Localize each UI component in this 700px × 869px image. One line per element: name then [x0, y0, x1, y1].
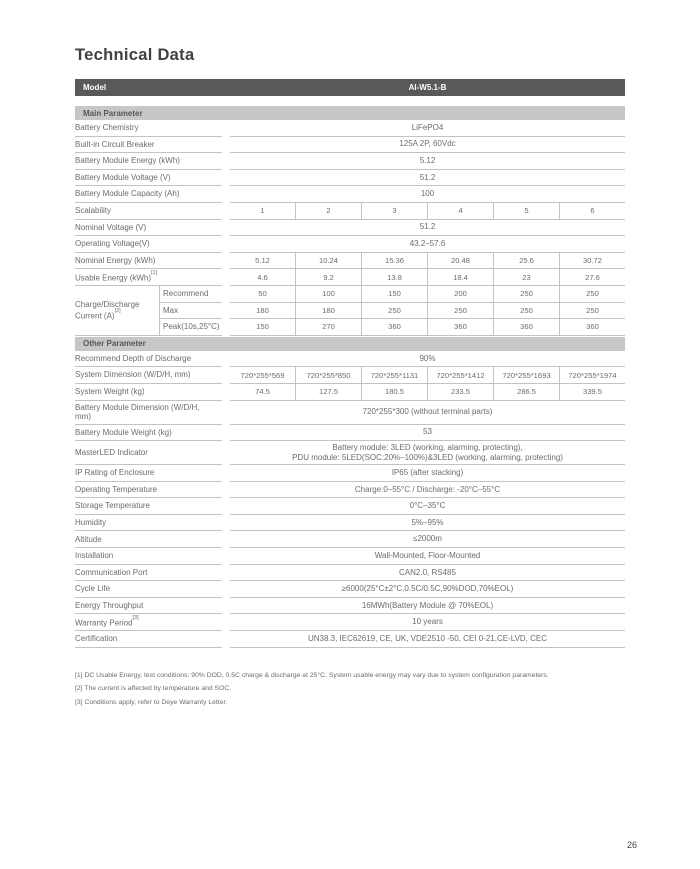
row-label-text: Battery Module Dimension (W/D/H, mm)	[75, 402, 200, 421]
value-cell: 25.6	[493, 253, 559, 269]
value-cell: 150	[256, 322, 269, 332]
row-label-text: Battery Chemistry	[75, 123, 139, 133]
model-header-bar	[75, 79, 625, 96]
row-value: 125A 2P, 60Vdc	[230, 137, 625, 154]
row-label	[75, 384, 222, 401]
value-cell: 360	[559, 319, 625, 335]
row-label	[75, 425, 222, 442]
spec-row-group	[75, 286, 625, 336]
row-label	[75, 565, 222, 582]
value-cell: 250	[493, 286, 559, 302]
value-cell: 10.24	[295, 253, 361, 269]
spec-row	[75, 153, 625, 170]
row-label-text: Humidity	[75, 517, 107, 527]
value-cell: 250	[427, 303, 493, 319]
spec-row	[75, 351, 625, 368]
value-cell: 100	[295, 286, 361, 302]
value-columns	[230, 367, 625, 384]
value-columns	[230, 319, 625, 336]
spec-row	[75, 548, 625, 565]
column-gap	[222, 170, 230, 187]
column-gap	[222, 498, 230, 515]
row-value	[230, 441, 625, 465]
value-cell: 13.8	[361, 269, 427, 285]
group-value-rows	[230, 286, 625, 336]
column-gap	[222, 367, 230, 384]
value-cell: 9.2	[295, 269, 361, 285]
value-cell: 720*255*1974	[559, 367, 625, 383]
model-header-gap	[222, 79, 230, 96]
row-label	[75, 170, 222, 187]
row-label	[75, 367, 222, 384]
row-label	[75, 253, 222, 270]
column-gap	[222, 236, 230, 253]
value-cell: 27.6	[559, 269, 625, 285]
value-columns	[230, 303, 625, 320]
row-value: 53	[230, 425, 625, 442]
column-gap	[222, 465, 230, 482]
value-cell: 286.5	[493, 384, 559, 400]
row-label-text: Operating Temperature	[75, 484, 158, 494]
value-cell: 720*255*1131	[361, 367, 427, 383]
column-gap	[222, 515, 230, 532]
value-columns	[230, 203, 625, 220]
row-value: 51.2	[230, 220, 625, 237]
row-label-text: Battery Module Weight (kg)	[75, 427, 172, 437]
row-label	[75, 441, 222, 465]
row-value: 5.12	[230, 153, 625, 170]
column-gap	[222, 220, 230, 237]
value-cell: 6	[559, 203, 625, 219]
row-label	[75, 531, 222, 548]
value-columns	[230, 286, 625, 303]
value-cell: 360	[427, 319, 493, 335]
column-gap	[222, 581, 230, 598]
column-gap	[222, 153, 230, 170]
row-value: 100	[230, 186, 625, 203]
spec-row	[75, 203, 625, 220]
spec-row	[75, 120, 625, 137]
row-label	[75, 498, 222, 515]
value-cell: 4	[427, 203, 493, 219]
column-gap	[222, 614, 230, 631]
value-cell: 4.6	[257, 272, 268, 282]
page-number: 26	[627, 840, 638, 850]
footnote-line: [1] DC Usable Energy, test conditions: 90% DOD, 0.5C charge & discharge at 25°C. System usable energy may vary due to system configuration parameters.	[75, 671, 549, 679]
row-value: 90%	[230, 351, 625, 368]
value-cell: 23	[493, 269, 559, 285]
row-label	[75, 351, 222, 368]
row-value: 16MWh(Battery Module @ 70%EOL)	[230, 598, 625, 615]
row-label	[75, 482, 222, 499]
column-gap	[222, 631, 230, 648]
column-gap	[222, 269, 230, 286]
row-label-text: Battery Module Energy (kWh)	[75, 156, 180, 166]
row-value: UN38.3, IEC62619, CE, UK, VDE2510 -50, CEI 0-21,CE-LVD, CEC	[230, 631, 625, 648]
row-value: 5%–95%	[230, 515, 625, 532]
row-label-text: System Weight (kg)	[75, 386, 145, 396]
value-cell: 180	[256, 305, 269, 315]
value-cell: 250	[559, 303, 625, 319]
spec-row	[75, 465, 625, 482]
row-label	[75, 186, 222, 203]
row-label-text: Scalability	[75, 206, 112, 216]
value-cell: 127.5	[295, 384, 361, 400]
value-cell: 720*255*569	[240, 370, 285, 380]
row-label-text: Recommend Depth of Discharge	[75, 353, 192, 363]
spec-row	[75, 186, 625, 203]
model-header-label: Model	[83, 83, 107, 92]
row-value: ≤2000m	[230, 531, 625, 548]
sub-label: Max	[159, 303, 222, 320]
row-label	[75, 598, 222, 615]
value-cell: 720*255*1412	[427, 367, 493, 383]
row-label-text: IP Rating of Enclosure	[75, 468, 155, 478]
value-cell: 233.5	[427, 384, 493, 400]
section-header: Main Parameter	[75, 106, 625, 120]
value-cell: 250	[361, 303, 427, 319]
column-gap	[222, 253, 230, 270]
row-label-text: Storage Temperature	[75, 501, 151, 511]
row-label-text: Operating Voltage(V)	[75, 239, 150, 249]
row-label	[75, 515, 222, 532]
footnote-marker: [3]	[132, 615, 139, 622]
column-gap	[222, 598, 230, 615]
row-label	[75, 120, 222, 137]
value-cell: 30.72	[559, 253, 625, 269]
spec-row	[75, 137, 625, 154]
row-value: LiFePO4	[230, 120, 625, 137]
row-label	[75, 401, 222, 425]
column-gap	[222, 425, 230, 442]
row-label	[75, 581, 222, 598]
value-columns	[230, 384, 625, 401]
spec-row	[75, 631, 625, 648]
sub-label: Recommend	[159, 286, 222, 303]
row-value: IP65 (after stacking)	[230, 465, 625, 482]
spec-row	[75, 515, 625, 532]
row-label	[75, 203, 222, 220]
row-label-text: Energy Throughput	[75, 600, 144, 610]
row-label	[75, 548, 222, 565]
column-gap	[222, 351, 230, 368]
column-gap	[222, 203, 230, 220]
row-value: Charge:0–55°C / Discharge: -20°C–55°C	[230, 482, 625, 499]
row-value: 51.2	[230, 170, 625, 187]
page-content	[75, 46, 625, 709]
spec-row	[75, 253, 625, 270]
value-cell: 20.48	[427, 253, 493, 269]
group-label-block	[75, 286, 222, 336]
value-cell: 339.5	[559, 384, 625, 400]
spec-row	[75, 614, 625, 631]
row-label	[75, 614, 222, 631]
row-value: Wall-Mounted, Floor-Mounted	[230, 548, 625, 565]
value-cell: 720*255*1693	[493, 367, 559, 383]
value-line: Battery module: 3LED (working, alarming, protecting),	[332, 442, 523, 452]
value-cell: 150	[361, 286, 427, 302]
row-value: CAN2.0, RS485	[230, 565, 625, 582]
value-cell: 2	[295, 203, 361, 219]
row-label-text: Built-in Circuit Breaker	[75, 139, 155, 149]
value-cell: 18.4	[427, 269, 493, 285]
row-label-text: Installation	[75, 551, 114, 561]
row-value: ≥6000(25°C±2°C,0.5C/0.5C,90%DOD,70%EOL)	[230, 581, 625, 598]
row-value: 720*255*300 (without terminal parts)	[230, 401, 625, 425]
spec-row	[75, 441, 625, 465]
column-gap	[222, 384, 230, 401]
spec-row	[75, 425, 625, 442]
row-label	[75, 236, 222, 253]
value-cell: 5	[493, 203, 559, 219]
value-cell: 250	[493, 303, 559, 319]
page-title: Technical Data	[75, 46, 195, 64]
row-label-text: Battery Module Voltage (V)	[75, 172, 171, 182]
row-label-text: Nominal Energy (kWh)	[75, 255, 156, 265]
row-label	[75, 286, 159, 336]
spec-row	[75, 236, 625, 253]
spec-row	[75, 170, 625, 187]
row-label-text: Altitude	[75, 534, 102, 544]
column-gap	[222, 401, 230, 425]
row-label-text: Cycle Life	[75, 584, 111, 594]
spec-row	[75, 581, 625, 598]
row-label	[75, 631, 222, 648]
spec-row	[75, 531, 625, 548]
row-label-text: Usable Energy (kWh)[1]	[75, 270, 158, 283]
value-cell: 15.36	[361, 253, 427, 269]
spec-row	[75, 482, 625, 499]
row-value: 43.2–57.6	[230, 236, 625, 253]
footnote-marker: [2]	[114, 308, 121, 314]
row-label	[75, 137, 222, 154]
row-label-text: Charge/Discharge Current (A)[2]	[75, 300, 140, 321]
column-gap	[222, 565, 230, 582]
value-cell: 360	[361, 319, 427, 335]
row-label-text: Warranty Period[3]	[75, 615, 139, 628]
spec-row	[75, 401, 625, 425]
row-label-text: Battery Module Capacity (Ah)	[75, 189, 180, 199]
model-value: AI-W5.1-B	[408, 83, 447, 92]
row-label-text: Certification	[75, 634, 118, 644]
value-columns	[230, 269, 625, 286]
column-gap	[222, 186, 230, 203]
value-columns	[230, 253, 625, 270]
spec-row	[75, 269, 625, 286]
row-label	[75, 153, 222, 170]
section-header: Other Parameter	[75, 337, 625, 351]
column-gap	[222, 441, 230, 465]
sub-label-column	[159, 286, 222, 336]
value-line: PDU module: 5LED(SOC:20%–100%)&3LED (working, alarming, protecting)	[292, 452, 563, 462]
value-cell: 200	[427, 286, 493, 302]
footnote-line: [3] Conditions apply, refer to Deye Warranty Letter.	[75, 698, 228, 706]
value-cell: 1	[260, 206, 265, 216]
value-cell: 5.12	[255, 256, 270, 266]
row-label-text: MasterLED Indicator	[75, 447, 148, 457]
row-label	[75, 465, 222, 482]
spec-row	[75, 498, 625, 515]
footnotes	[75, 669, 625, 710]
footnote-marker: [1]	[151, 270, 158, 277]
row-label-text: Nominal Voltage (V)	[75, 222, 147, 232]
value-cell: 180.5	[361, 384, 427, 400]
row-label	[75, 220, 222, 237]
column-gap	[222, 137, 230, 154]
value-cell: 270	[295, 319, 361, 335]
sub-label: Peak(10s,25°C)	[159, 319, 222, 336]
column-gap	[222, 548, 230, 565]
column-gap	[222, 482, 230, 499]
row-label-text: Communication Port	[75, 567, 148, 577]
value-cell: 720*255*850	[295, 367, 361, 383]
spec-row	[75, 367, 625, 384]
value-cell: 250	[559, 286, 625, 302]
row-label-text: System Dimension (W/D/H, mm)	[75, 370, 191, 380]
spec-row	[75, 598, 625, 615]
value-cell: 3	[361, 203, 427, 219]
value-cell: 360	[493, 319, 559, 335]
spec-table	[75, 106, 625, 648]
column-gap	[222, 531, 230, 548]
value-cell: 180	[295, 303, 361, 319]
value-cell: 74.5	[255, 387, 270, 397]
row-label	[75, 269, 222, 286]
spec-row	[75, 384, 625, 401]
spec-row	[75, 565, 625, 582]
row-value: 10 years	[230, 614, 625, 631]
row-value: 0°C–35°C	[230, 498, 625, 515]
column-gap	[222, 120, 230, 137]
value-cell: 50	[258, 289, 267, 299]
spec-row	[75, 220, 625, 237]
footnote-line: [2] The current is affected by temperature and SOC.	[75, 685, 232, 693]
column-gap	[222, 286, 230, 336]
